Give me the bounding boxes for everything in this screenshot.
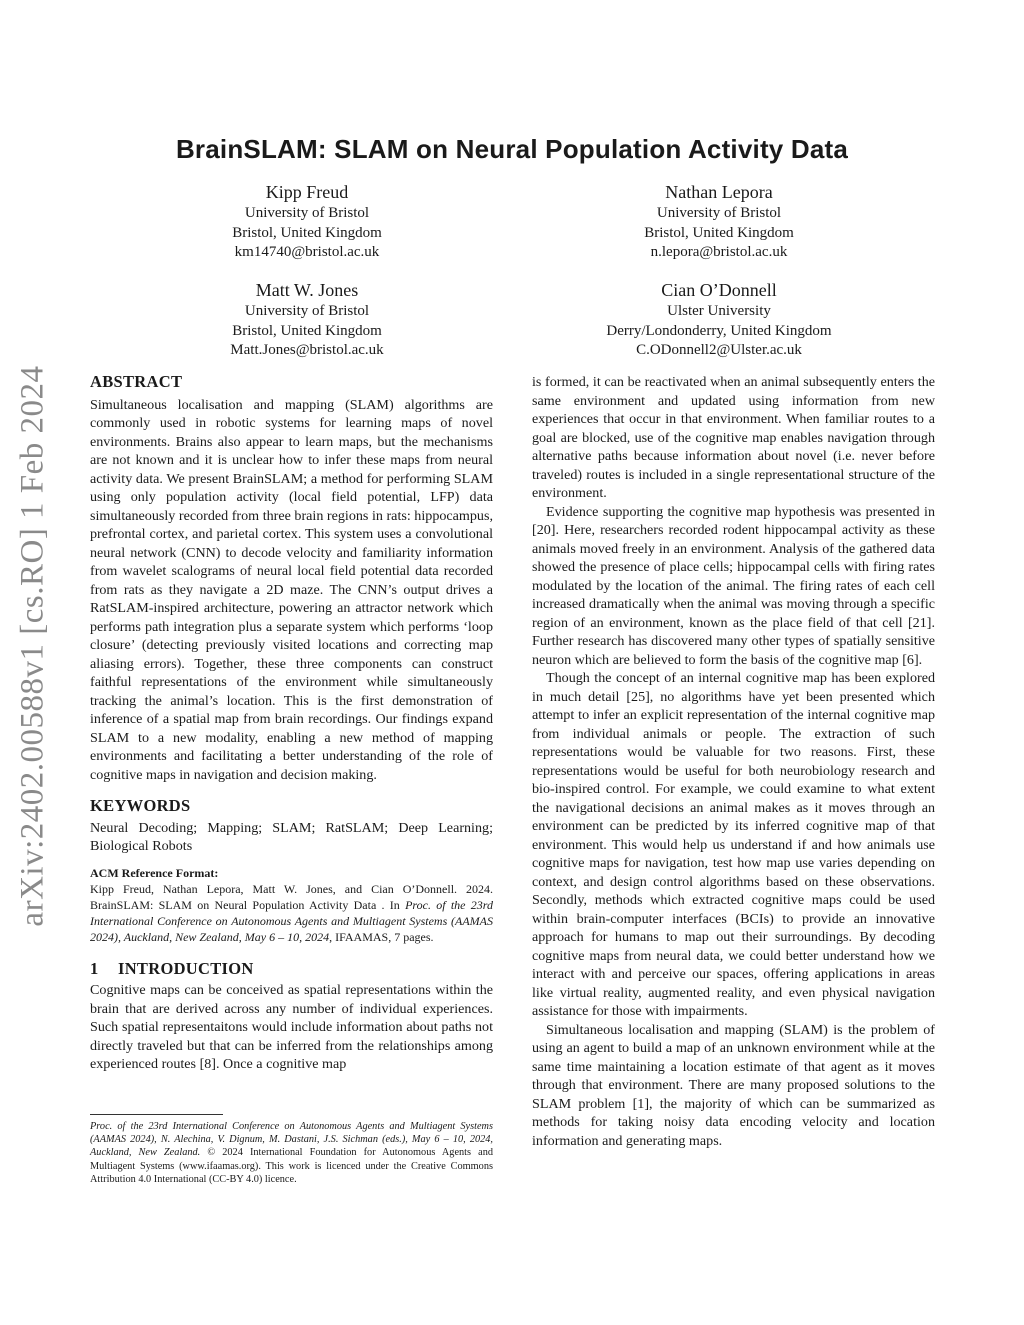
keywords-heading: KEYWORDS xyxy=(90,796,191,815)
author-affiliation: University of Bristol xyxy=(244,303,370,319)
introduction-heading xyxy=(90,960,493,979)
right-column xyxy=(532,373,935,1150)
author-affiliation: University of Bristol xyxy=(656,205,782,221)
intro-paragraph-3: Though the concept of an internal cognitive map has been explored in much detail [25], no algorithms have yet been presented which attempt to infer an explicit representation of the internal cognitive map from individual animals or people. The extraction of such representations would be valuable for two reasons. First, these representations would be useful for both neurobiology research and bio-inspired control. For example, we could examine to what extent the navigational decisions an animal makes as it moves through an environment can be predicted by its inferred cognitive map of that environment. This would help us understand if and how animals use cognitive maps for navigation, test how map use varies depending on context, and design control algorithms based on these observations. Secondly, methods which extracted cognitive maps could be used within brain-computer interfaces (BCIs) to provide an innovative approach for humans to map out their surroundings. By decoding cognitive maps from neural data, we could better understand how we interact with and perceive our spaces, offering applications in areas like virtual reality, augmented reality, and even physical navigation assistance for those with impairments. xyxy=(532,670,935,1019)
author-block xyxy=(137,278,477,361)
paper-title: BrainSLAM: SLAM on Neural Population Activity Data xyxy=(175,134,849,164)
footnote: Proc. of the 23rd International Conference on Autonomous Agents and Multiagent Systems (AAMAS 2024), N. Alechina, V. Dignum, M. Dastani, J.S. Sichman (eds.), May 6 – 10, 2024, Auckland, New Zealand. © 2024 International Foundation for Autonomous Agents and Multiagent Systems (www.ifaamas.org). This work is licenced under the Creative Commons Attribution 4.0 International (CC-BY 4.0) licence. xyxy=(90,1121,493,1185)
left-column xyxy=(90,373,493,1074)
author-name: Kipp Freud xyxy=(265,182,349,202)
footnote-rule xyxy=(90,1114,223,1115)
author-email[interactable]: km14740@bristol.ac.uk xyxy=(234,244,380,260)
section-title: INTRODUCTION xyxy=(118,958,254,978)
author-email[interactable]: Matt.Jones@bristol.ac.uk xyxy=(230,342,384,358)
author-location: Derry/Londonderry, United Kingdom xyxy=(606,322,832,339)
author-name: Nathan Lepora xyxy=(665,182,773,202)
keywords-text: Neural Decoding; Mapping; SLAM; RatSLAM; Deep Learning; Biological Robots xyxy=(90,819,493,854)
author-affiliation: University of Bristol xyxy=(244,205,370,221)
intro-paragraph-2: Evidence supporting the cognitive map hypothesis was presented in [20]. Here, researchers recorded rodent hippocampal activity as these animals moved freely in an environment. Analysis of the gathered data showed the presence of place cells; hippocampal cells with firing rates modulated by the location of the animal. The firing rates of each cell increased dramatically when the animal was moving through a specific region of an environment, known as the place field of that cell [21]. Further research has discovered many other types of spatially sensitive neuron which are believed to form the basis of the cognitive map [6]. xyxy=(532,503,935,668)
author-block xyxy=(549,278,889,361)
abstract-text: Simultaneous localisation and mapping (SLAM) algorithms are commonly used in robotic systems for learning maps of novel environments. Brains also appear to learn maps, but the mechanisms are not known and it is unclear how to infer these maps from neural activity data. We present BrainSLAM; a method for performing SLAM using only population activity (local field potential, LFP) data simultaneously recorded from three brain regions in rats: hippocampus, prefrontal cortex, and parietal cortex. This system uses a convolutional neural network (CNN) to decode velocity and familiarity information from wavelet scalograms of neural local field potential data recorded from rats as they navigate a 2D maze. The CNN’s output drives a RatSLAM-inspired architecture, powering an attractor network which performs path integration plus a separate system which performs ‘loop closure’ (detecting previously visited locations and correcting map aliasing errors). Together, these three components can construct faithful representations of the environment while simultaneously tracking the animal’s location. This is the first demonstration of inference of a spatial map from brain recordings. Our findings expand SLAM to a new modality, enabling a new method of mapping environments and facilitating a better understanding of the role of cognitive maps in navigation and decision making. xyxy=(90,396,493,783)
author-block xyxy=(137,180,477,263)
section-number: 1 xyxy=(90,958,99,978)
author-name: Cian O’Donnell xyxy=(661,280,777,300)
intro-paragraph-1-continued: is formed, it can be reactivated when an animal subsequently enters the same environment and updated using information from new experiences that occur in that environment. When familiar routes to a goal are blocked, use of the cognitive map enables navigation through alternative paths because information about novel (i.e. never before traveled) routes is included in a single representational structure of the environment. xyxy=(532,374,935,501)
intro-paragraph-4: Simultaneous localisation and mapping (SLAM) is the problem of using an agent to build a map of an unknown environment while at the same time maintaining a location estimate of that agent as it moves through that environment. There are many proposed solutions to the SLAM problem [1], the majority of which can be summarized as methods for taking noisy data encoding velocity and location information and generating maps. xyxy=(532,1021,935,1149)
abstract-heading: ABSTRACT xyxy=(90,372,183,391)
author-affiliation: Ulster University xyxy=(667,303,771,319)
author-email[interactable]: n.lepora@bristol.ac.uk xyxy=(650,244,788,260)
intro-paragraph-1: Cognitive maps can be conceived as spatial representations within the brain that are derived across any number of individual experiences. Such spatial representaitons would include information about paths not directly traveled but that can be inferred from the relationships among experienced routes [8]. Once a cognitive map xyxy=(90,982,493,1072)
author-email[interactable]: C.ODonnell2@Ulster.ac.uk xyxy=(636,342,802,358)
acm-reference-text: Kipp Freud, Nathan Lepora, Matt W. Jones, and Cian O’Donnell. 2024. BrainSLAM: SLAM on Neural Population Activity Data . In Proc. of the 23rd International Conference on Autonomous Agents and Multiagent Systems (AAMAS 2024), Auckland, New Zealand, May 6 – 10, 2024, IFAAMAS, 7 pages. xyxy=(90,881,493,944)
author-block xyxy=(549,180,889,263)
acm-reference-heading: ACM Reference Format: xyxy=(90,865,219,880)
author-name: Matt W. Jones xyxy=(255,280,359,300)
author-location: Bristol, United Kingdom xyxy=(644,224,794,241)
author-location: Bristol, United Kingdom xyxy=(232,322,382,339)
author-location: Bristol, United Kingdom xyxy=(232,224,382,241)
